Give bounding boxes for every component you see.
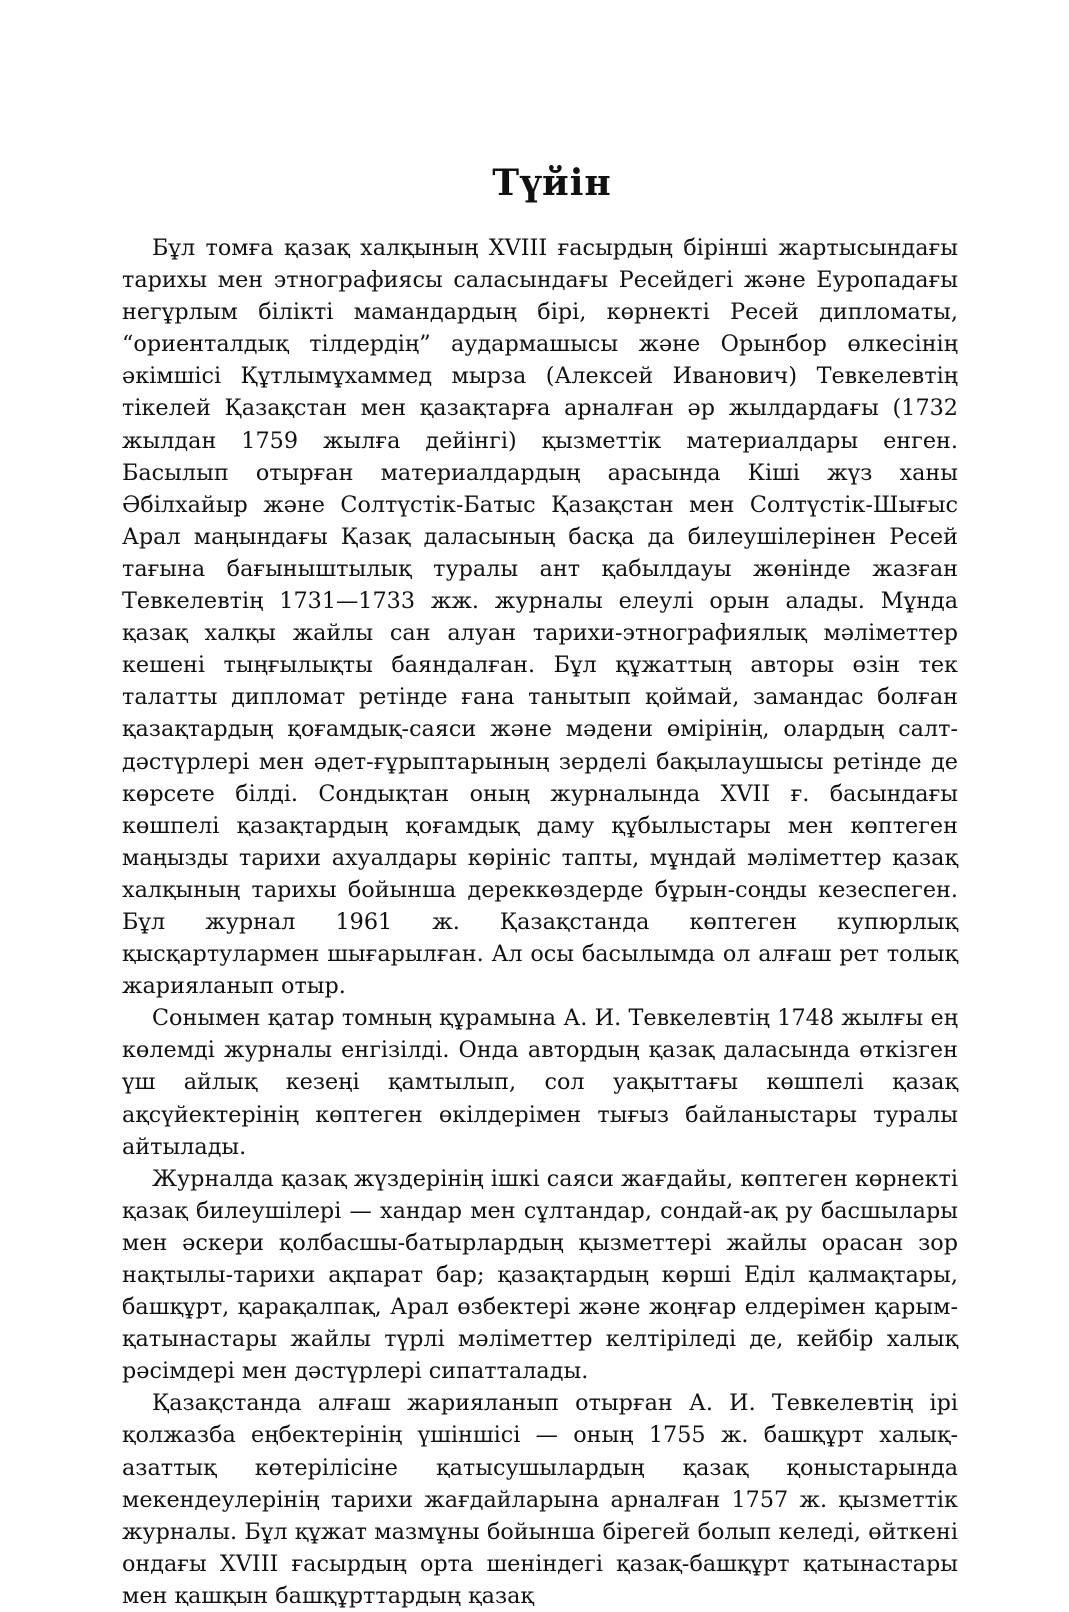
paragraph-3: Журналда қазақ жүздерінің ішкі саяси жағдайы, көптеген көрнекті қазақ билеушілері — хандар мен сұлтандар, сондай-ақ ру басшылары мен әскери қолбасшы-батырлардың қызметтері жайлы орасан зор нақтылы-тарихи ақпарат бар; қазақтардың көрші Еділ қалмақтары, башқұрт, қарақалпақ, Арал өзбектері және жоңғар елдерімен қарым-қатынастары жайлы түрлі мәліметтер келтіріледі де, кейбір халық рәсімдері мен дәстүрлері сипатталады.	[122, 1165, 958, 1385]
paragraph-1: Бұл томға қазақ халқының XVIII ғасырдың бірінші жартысындағы тарихы мен этнографиясы саласындағы Ресейдегі және Еуропадағы негұрлым білікті мамандардың бірі, көрнекті Ресей дипломаты, “ориенталдық тілдердің” аудармашысы және Орынбор өлкесінің әкімшісі Құтлымұхаммед мырза (Алексей Иванович) Тевкелевтің тікелей Қазақстан мен қазақтарға арналған әр жылдардағы (1732 жылдан 1759 жылға дейінгі) қызметтік материалдары енген. Басылып отырған материалдардың арасында Кіші жүз ханы Әбілхайыр және Солтүстік-Батыс Қазақстан мен Солтүстік-Шығыс Арал маңындағы Қазақ даласының басқа да билеушілерінен Ресей тағына бағыныштылық туралы ант қабылдауы жөнінде жазған Тевкелевтің 1731—1733 жж. журналы елеулі орын алады. Мұнда қазақ халқы жайлы сан алуан тарихи-этнографиялық мәліметтер кешені тыңғылықты баяндалған. Бұл құжаттың авторы өзін тек талатты дипломат ретінде ғана танытып қоймай, замандас болған қазақтардың қоғамдық-саяси және мәдени өмірінің, олардың салт-дәстүрлері мен әдет-ғұрыптарының зерделі бақылаушысы ретінде де көрсете білді. Сондықтан оның журналында XVII ғ. басындағы көшпелі қазақтардың қоғамдық даму құбылыстары мен көптеген маңызды тарихи ахуалдары көрініс тапты, мұндай мәліметтер қазақ халқының тарихы бойынша дереккөздерде бұрын-соңды кезеспеген. Бұл журнал 1961 ж. Қазақстанда көптеген купюрлық қысқартулармен шығарылған. Ал осы басылымда ол алғаш рет толық жарияланып отыр.	[122, 235, 958, 1000]
page-title: Түйін	[492, 162, 612, 204]
body-text	[122, 232, 958, 1612]
paragraph-4: Қазақстанда алғаш жарияланып отырған А. И. Тевкелевтің ірі қолжазба еңбектерінің үшіншісі — оның 1755 ж. башқұрт халық-азаттық көтерілісіне қатысушылардың қазақ қоныстарында мекендеулерінің тарихи жағдайларына арналған 1757 ж. қызметтік журналы. Бұл құжат мазмұны бойынша бірегей болып келеді, өйткені ондағы XVIII ғасырдың орта шеніндегі қазақ-башқұрт қатынастары мен қашқын башқұрттардың қазақ	[122, 1390, 958, 1609]
document-page	[122, 150, 958, 1612]
paragraph-2: Сонымен қатар томның құрамына А. И. Тевкелевтің 1748 жылғы ең көлемді журналы енгізілді. Онда автордың қазақ даласында өткізген үш айлық кезеңі қамтылып, сол уақыттағы көшпелі қазақ ақсүйектерінің көптеген өкілдерімен тығыз байланыстары туралы айтылады.	[122, 1005, 958, 1160]
